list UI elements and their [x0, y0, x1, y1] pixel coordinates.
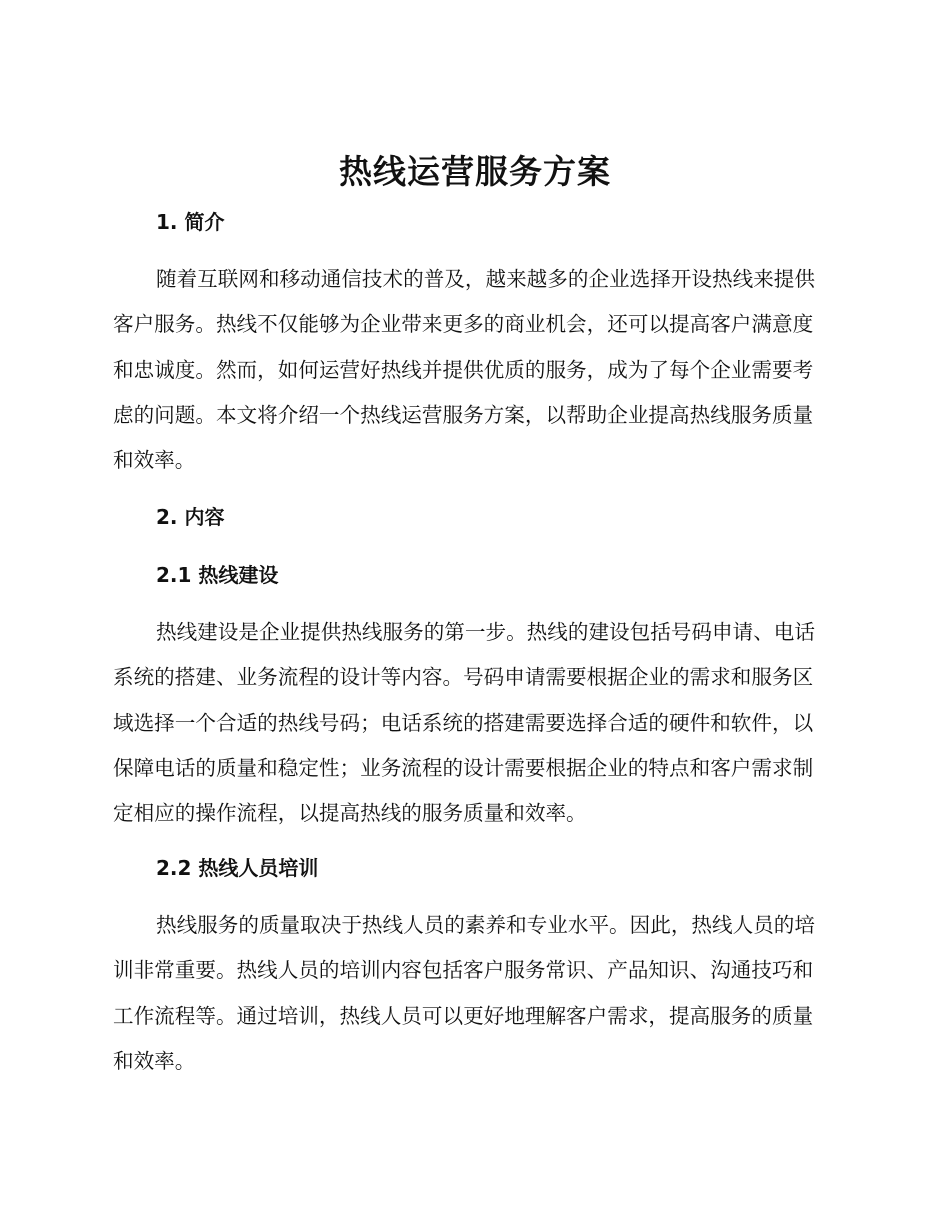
section-paragraph-intro: 随着互联网和移动通信技术的普及，越来越多的企业选择开设热线来提供客户服务。热线不仅能够为企业带来更多的商业机会，还可以提高客户满意度和忠诚度。然而，如何运营好热线并提供优质的服务，成为了每个企业需要考虑的问题。本文将介绍一个热线运营服务方案，以帮助企业提高热线服务质量和效率。 [113, 267, 815, 473]
section-paragraph-staff-training: 热线服务的质量取决于热线人员的素养和专业水平。因此，热线人员的培训非常重要。热线人员的培训内容包括客户服务常识、产品知识、沟通技巧和工作流程等。通过培训，热线人员可以更好地理解客户需求，提高服务的质量和效率。 [113, 913, 815, 1073]
section-heading-staff-training: 2.2 热线人员培训 [156, 856, 319, 880]
section-paragraph-hotline-construction: 热线建设是企业提供热线服务的第一步。热线的建设包括号码申请、电话系统的搭建、业务流程的设计等内容。号码申请需要根据企业的需求和服务区域选择一个合适的热线号码；电话系统的搭建需要选择合适的硬件和软件，以保障电话的质量和稳定性；业务流程的设计需要根据企业的特点和客户需求制定相应的操作流程，以提高热线的服务质量和效率。 [113, 620, 815, 826]
section-heading-content: 2. 内容 [156, 505, 225, 529]
document-title: 热线运营服务方案 [339, 152, 611, 191]
section-heading-intro: 1. 简介 [156, 210, 225, 234]
section-heading-hotline-construction: 2.1 热线建设 [156, 563, 279, 587]
